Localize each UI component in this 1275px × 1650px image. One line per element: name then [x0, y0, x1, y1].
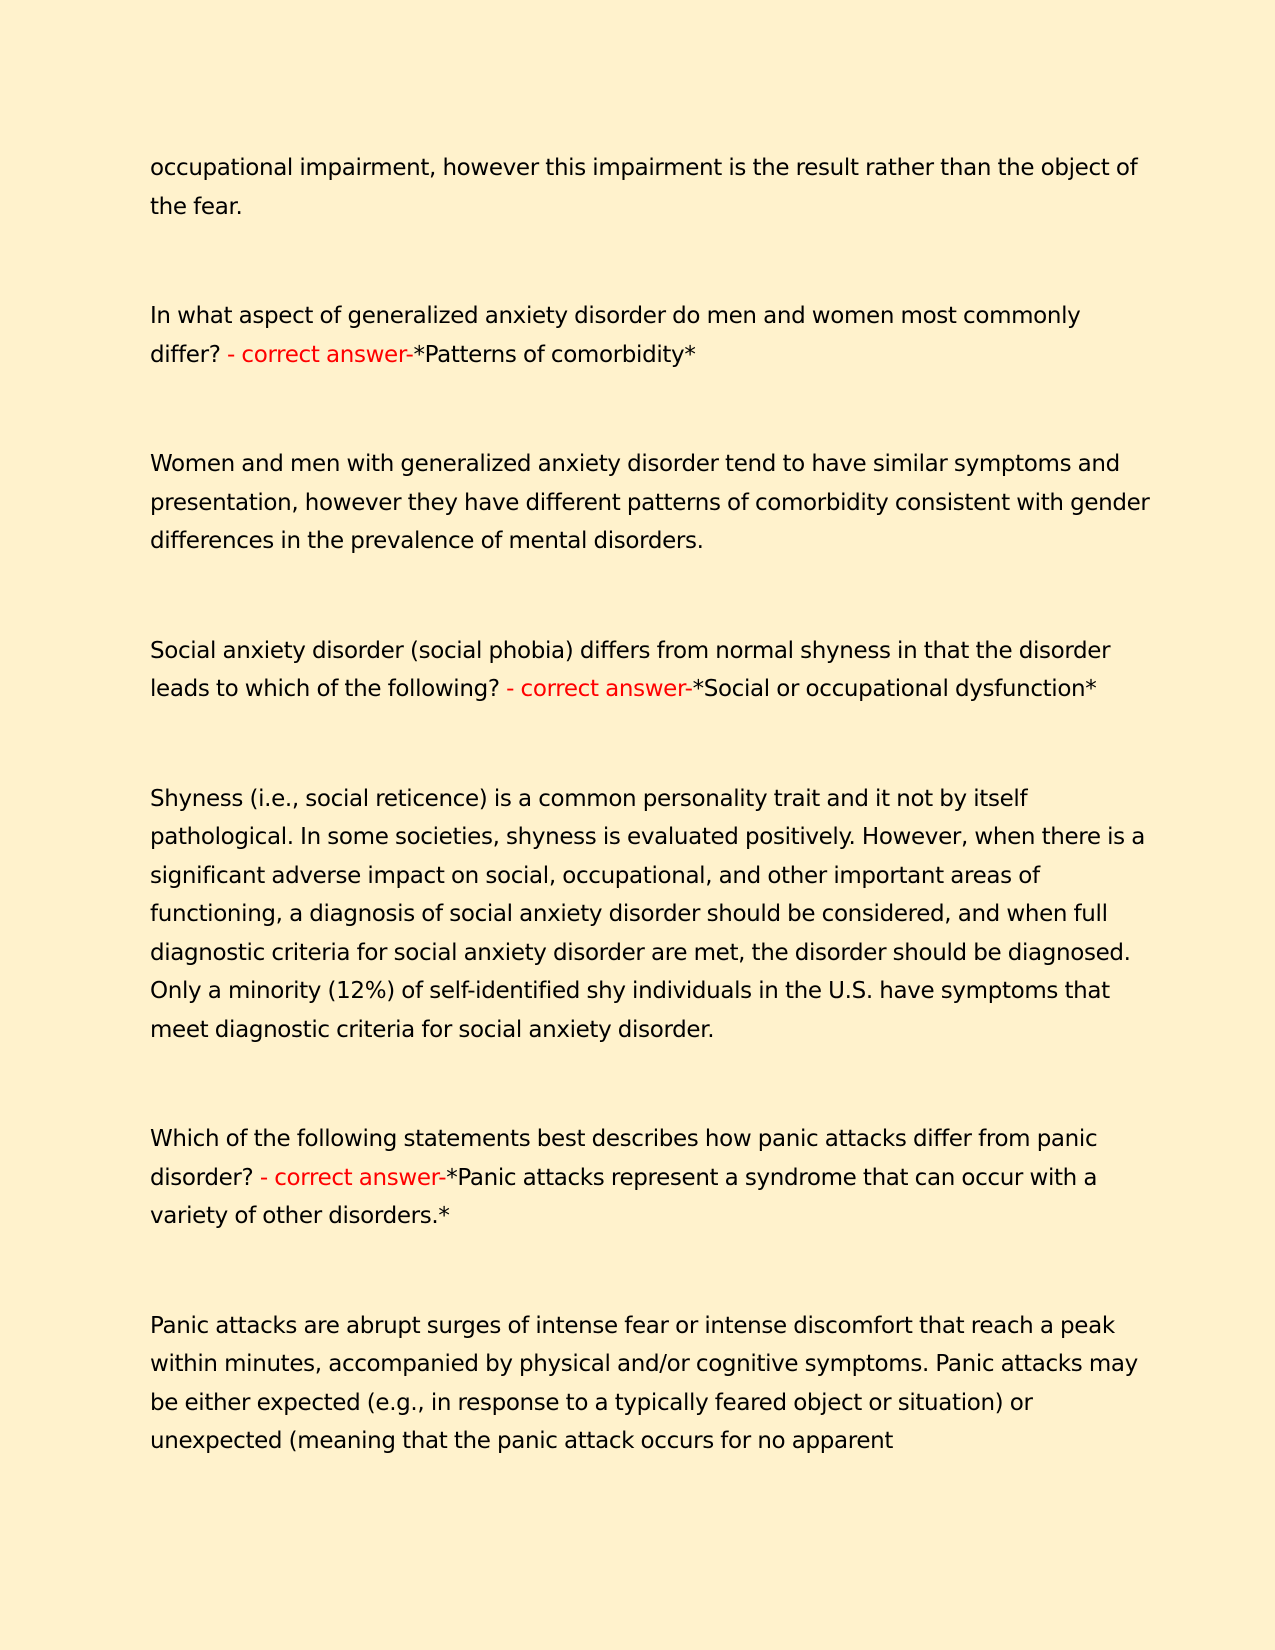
question-paragraph: [150, 1120, 1150, 1236]
question-paragraph: [150, 632, 1150, 709]
correct-answer-label: - correct answer-: [253, 1164, 447, 1191]
question-text: Social anxiety disorder (social phobia) differs from normal shyness in that the disorder leads to which of the following?: [150, 637, 1111, 702]
paragraph-spacer: [150, 226, 1150, 297]
answer-text: *Patterns of comorbidity*: [413, 341, 696, 368]
correct-answer-label: - correct answer-: [220, 341, 414, 368]
question-text: Which of the following statements best describes how panic attacks differ from panic disorder?: [150, 1126, 1098, 1191]
paragraph-spacer: [150, 561, 1150, 632]
paragraph-spacer: [150, 1049, 1150, 1120]
explanation-paragraph: Panic attacks are abrupt surges of intense fear or intense discomfort that reach a peak within minutes, accompanied by physical and/or cognitive symptoms. Panic attacks may be either expected (e.g., in response to a typically feared object or situation) or unexpected (meaning that the panic attack occurs for no apparent: [150, 1312, 1138, 1454]
answer-text: *Social or occupational dysfunction*: [692, 676, 1097, 702]
paragraph-spacer: [150, 1236, 1150, 1307]
paragraph-spacer: [150, 709, 1150, 780]
question-text: In what aspect of generalized anxiety disorder do men and women most commonly differ?: [150, 303, 1081, 368]
explanation-paragraph: Shyness (i.e., social reticence) is a common personality trait and it not by itself pathological. In some societies, shyness is evaluated positively. However, when there is a significant adverse impact on social, occupational, and other important areas of functioning, a diagnosis of social anxiety disorder should be considered, and when full diagnostic criteria for social anxiety disorder are met, the disorder should be diagnosed. Only a minority (12%) of self-identified shy individuals in the U.S. have symptoms that meet diagnostic criteria for social anxiety disorder.: [150, 785, 1146, 1043]
question-paragraph: [150, 297, 1150, 374]
paragraph-spacer: [150, 374, 1150, 445]
correct-answer-label: - correct answer-: [499, 676, 693, 702]
document-body: [150, 149, 1150, 1461]
explanation-paragraph: Women and men with generalized anxiety disorder tend to have similar symptoms and presentation, however they have different patterns of comorbidity consistent with gender differences in the prevalence of mental disorders.: [150, 451, 1150, 554]
explanation-paragraph: occupational impairment, however this impairment is the result rather than the object of the fear.: [150, 155, 1138, 220]
answer-text: *Panic attacks represent a syndrome that can occur with a variety of other disorders.*: [150, 1164, 1098, 1229]
